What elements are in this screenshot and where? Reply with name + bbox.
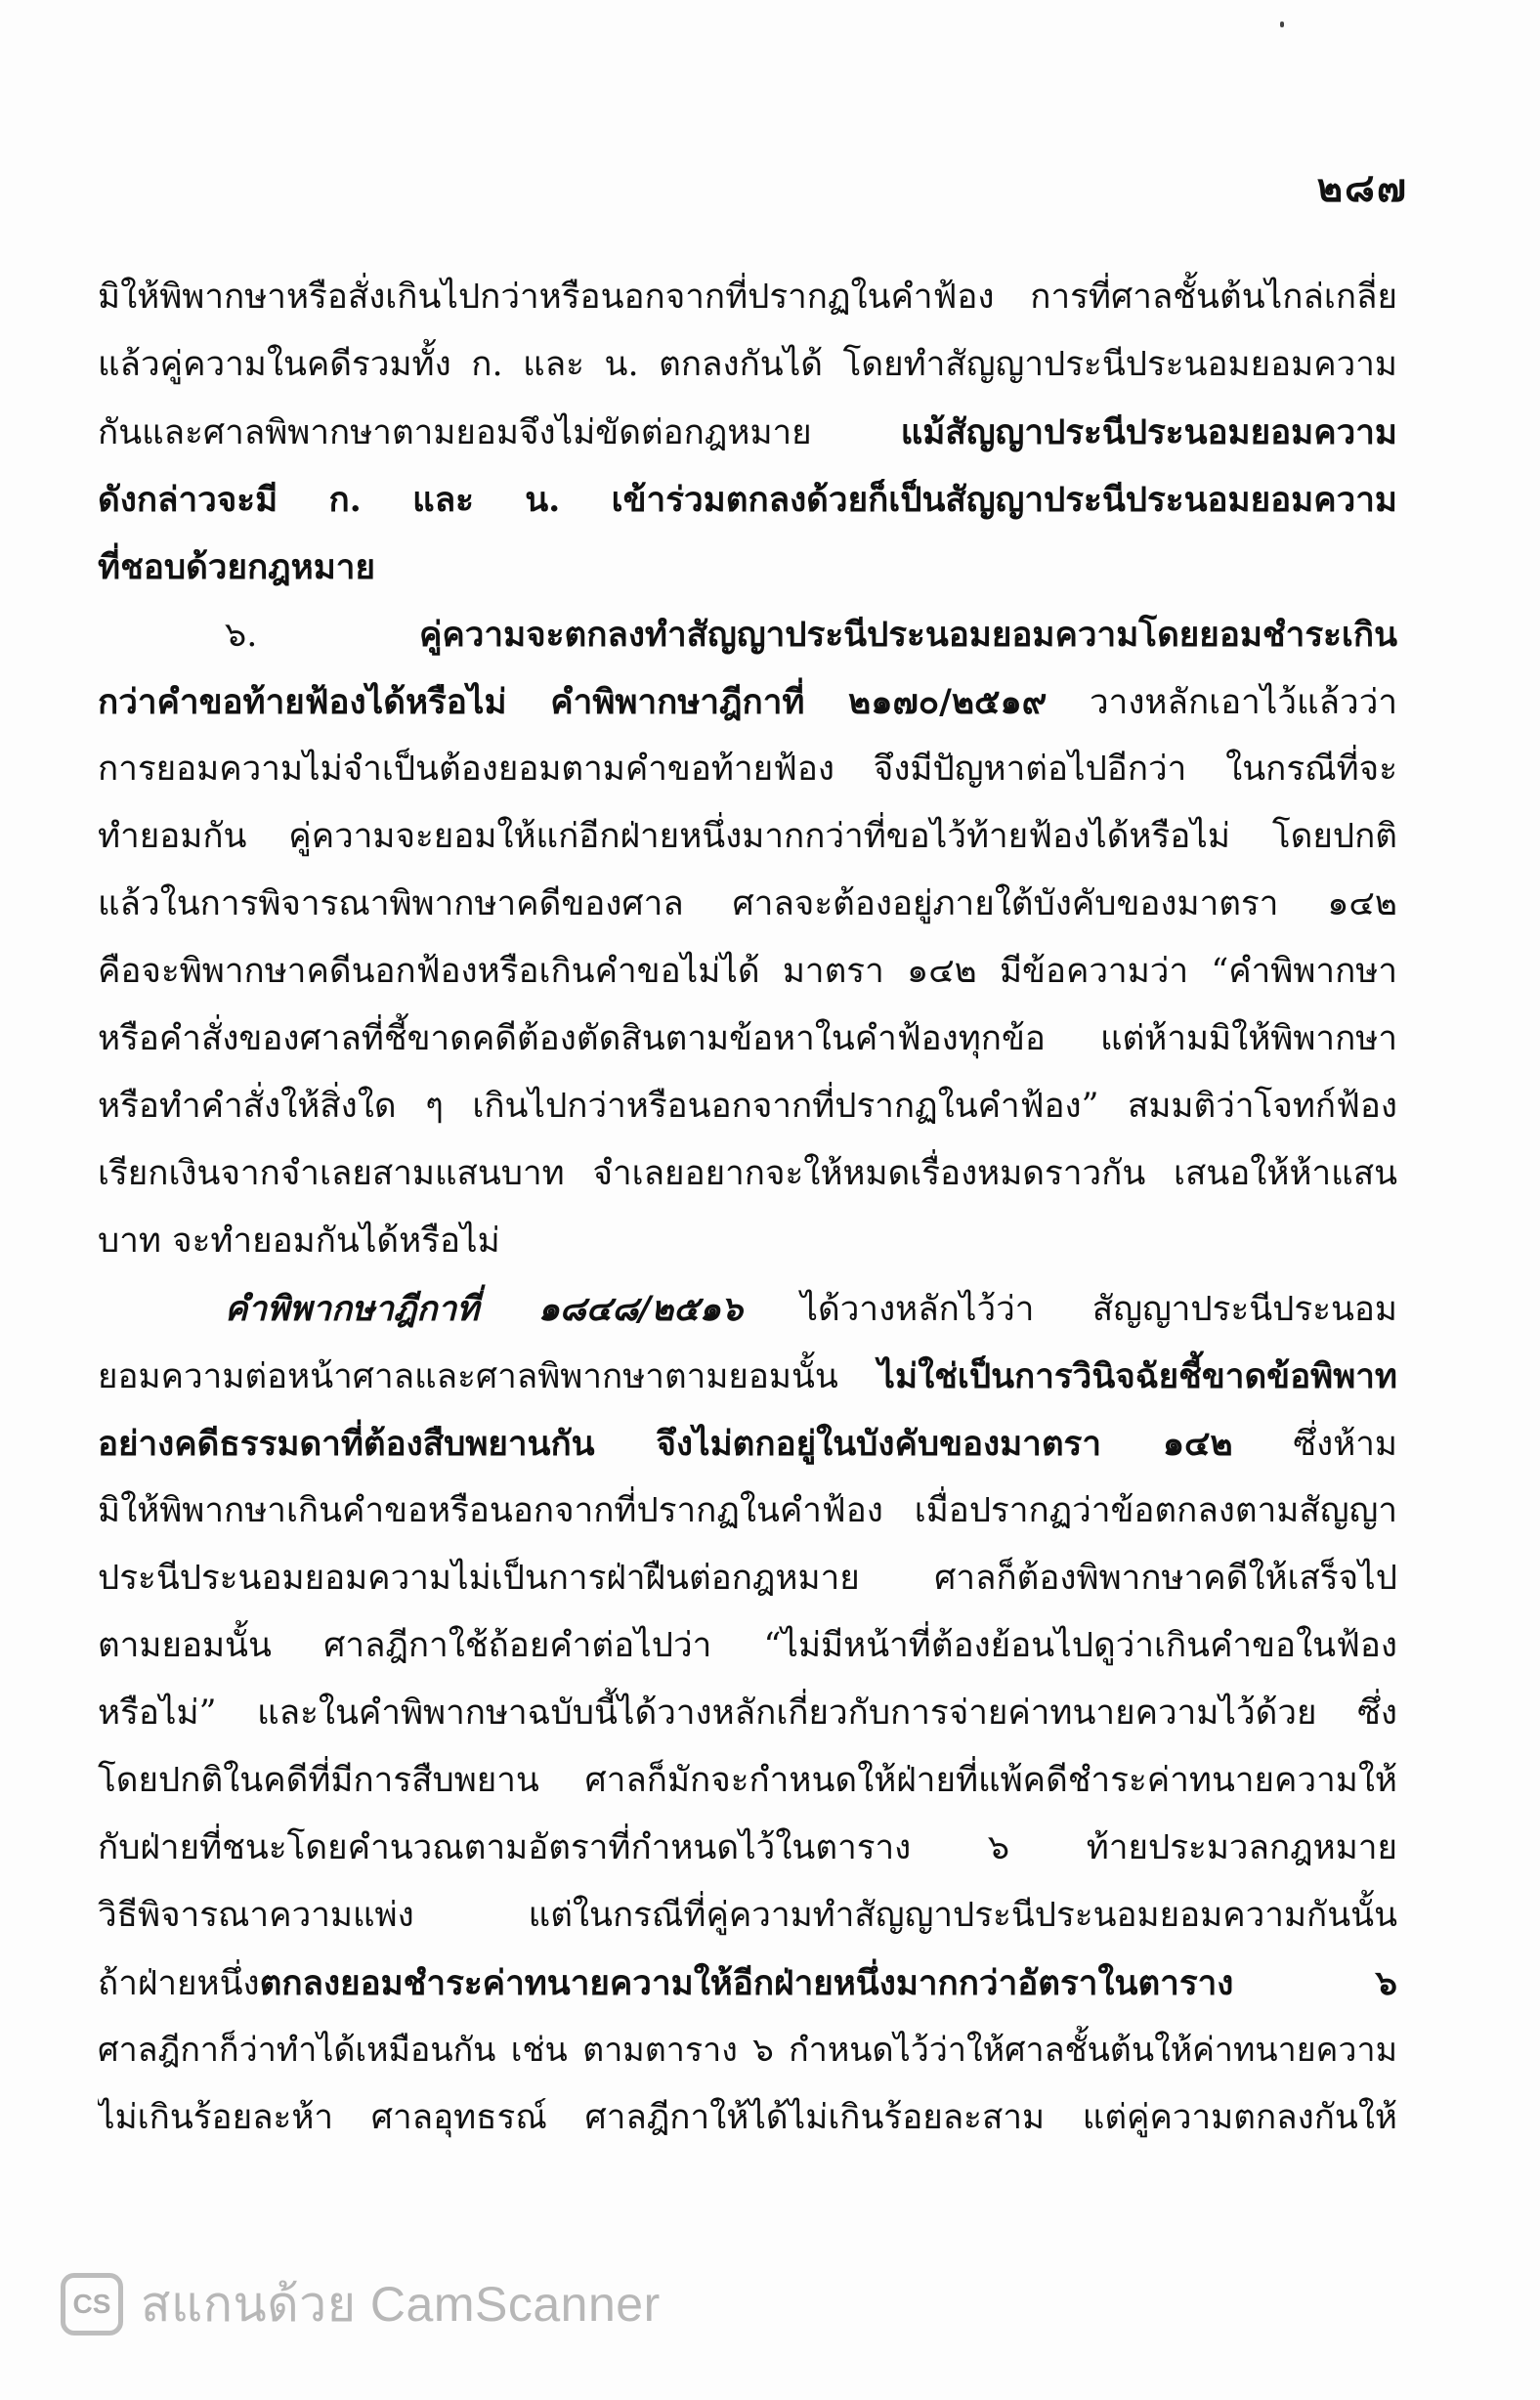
text-segment: มิให้พิพากษาเกินคำขอหรือนอกจากที่ปรากฏในคำฟ้อง เมื่อปรากฏว่าข้อตกลงตามสัญญา	[98, 1491, 1397, 1530]
camscanner-logo-icon: CS	[61, 2273, 123, 2336]
text-segment: แล้วในการพิจารณาพิพากษาคดีของศาล ศาลจะต้องอยู่ภายใต้บังคับของมาตรา ๑๔๒	[98, 884, 1397, 923]
camscanner-watermark	[61, 2270, 661, 2338]
text-line	[98, 1882, 1397, 1950]
text-segment: กันและศาลพิพากษาตามยอมจึงไม่ขัดต่อกฎหมาย	[98, 413, 901, 452]
text-line	[98, 1478, 1397, 1545]
text-line	[98, 1006, 1397, 1073]
text-line	[98, 601, 1397, 668]
text-line	[98, 1208, 1397, 1275]
text-segment: วางหลักเอาไว้แล้วว่า	[1047, 683, 1397, 722]
text-line	[98, 1140, 1397, 1208]
text-line	[98, 1275, 1397, 1343]
emphasized-text: ตกลงยอมชำระค่าทนายความให้อีกฝ่ายหนึ่งมากกว่าอัตราในตาราง ๖	[259, 1963, 1397, 2003]
text-segment: ตามยอมนั้น ศาลฎีกาใช้ถ้อยคำต่อไปว่า “ไม่มีหน้าที่ต้องย้อนไปดูว่าเกินคำขอในฟ้อง	[98, 1626, 1397, 1665]
emphasized-text: ดังกล่าวจะมี ก. และ น. เข้าร่วมตกลงด้วยก็เป็นสัญญาประนีประนอมยอมความ	[98, 480, 1397, 520]
text-line	[98, 1747, 1397, 1815]
scan-speck	[1280, 21, 1284, 27]
text-segment: แล้วคู่ความในคดีรวมทั้ง ก. และ น. ตกลงกันได้ โดยทำสัญญาประนีประนอมยอมความ	[98, 345, 1397, 384]
body-text	[98, 264, 1397, 2152]
text-segment: การยอมความไม่จำเป็นต้องยอมตามคำขอท้ายฟ้อง จึงมีปัญหาต่อไปอีกว่า ในกรณีที่จะ	[98, 750, 1397, 789]
text-segment: วิธีพิจารณาความแพ่ง แต่ในกรณีที่คู่ความทำสัญญาประนีประนอมยอมความกันนั้น	[98, 1896, 1397, 1935]
text-segment: ได้วางหลักไว้ว่า สัญญาประนีประนอม	[743, 1290, 1397, 1329]
text-line	[98, 736, 1397, 803]
text-line	[98, 2084, 1397, 2152]
text-line	[98, 1343, 1397, 1410]
emphasized-text: ที่ชอบด้วยกฎหมาย	[98, 547, 375, 587]
emphasized-text: ไม่ใช่เป็นการวินิจฉัยชี้ขาดข้อพิพาท	[877, 1356, 1397, 1396]
text-line	[98, 871, 1397, 938]
text-line	[98, 1410, 1397, 1478]
text-segment: ไม่เกินร้อยละห้า ศาลอุทธรณ์ ศาลฎีกาให้ได้ไม่เกินร้อยละสาม แต่คู่ความตกลงกันให้	[98, 2098, 1397, 2137]
emphasized-text: กว่าคำขอท้ายฟ้องได้หรือไม่ คำพิพากษาฎีกาที่ ๒๑๗๐/๒๕๑๙	[98, 682, 1048, 722]
text-line	[98, 1680, 1397, 1747]
text-line	[98, 1815, 1397, 1882]
text-line	[98, 1073, 1397, 1140]
text-line	[98, 466, 1397, 534]
text-segment: หรือทำคำสั่งให้สิ่งใด ๆ เกินไปกว่าหรือนอกจากที่ปรากฏในคำฟ้อง” สมมติว่าโจทก์ฟ้อง	[98, 1087, 1397, 1126]
text-line	[98, 938, 1397, 1006]
text-segment: ประนีประนอมยอมความไม่เป็นการฝ่าฝืนต่อกฎหมาย ศาลก็ต้องพิพากษาคดีให้เสร็จไป	[98, 1559, 1397, 1598]
text-segment: โดยปกติในคดีที่มีการสืบพยาน ศาลก็มักจะกำหนดให้ฝ่ายที่แพ้คดีชำระค่าทนายความให้	[98, 1761, 1397, 1800]
watermark-text: สแกนด้วย CamScanner	[141, 2276, 661, 2332]
page-number: ๒๘๗	[1316, 165, 1408, 211]
text-line	[98, 668, 1397, 736]
text-segment: กับฝ่ายที่ชนะโดยคำนวณตามอัตราที่กำหนดไว้ในตาราง ๖ ท้ายประมวลกฎหมาย	[98, 1828, 1397, 1867]
text-line	[98, 264, 1397, 331]
text-segment: มิให้พิพากษาหรือสั่งเกินไปกว่าหรือนอกจากที่ปรากฏในคำฟ้อง การที่ศาลชั้นต้นไกล่เกลี่ย	[98, 278, 1397, 317]
text-line	[98, 534, 1397, 601]
emphasized-text: คู่ความจะตกลงทำสัญญาประนีประนอมยอมความโดยยอมชำระเกิน	[418, 615, 1397, 655]
text-line	[98, 399, 1397, 466]
text-segment: เรียกเงินจากจำเลยสามแสนบาท จำเลยอยากจะให้หมดเรื่องหมดราวกัน เสนอให้ห้าแสน	[98, 1154, 1397, 1193]
emphasized-text: อย่างคดีธรรมดาที่ต้องสืบพยานกัน จึงไม่ตกอยู่ในบังคับของมาตรา ๑๔๒	[98, 1424, 1233, 1464]
text-segment: ทำยอมกัน คู่ความจะยอมให้แก่อีกฝ่ายหนึ่งมากกว่าที่ขอไว้ท้ายฟ้องได้หรือไม่ โดยปกติ	[98, 817, 1397, 856]
text-line	[98, 1545, 1397, 1612]
text-segment: ศาลฎีกาก็ว่าทำได้เหมือนกัน เช่น ตามตาราง ๖ กำหนดไว้ว่าให้ศาลชั้นต้นให้ค่าทนายความ	[98, 2031, 1397, 2070]
text-segment: ถ้าฝ่ายหนึ่ง	[98, 1964, 260, 2003]
text-segment: หรือไม่” และในคำพิพากษาฉบับนี้ได้วางหลักเกี่ยวกับการจ่ายค่าทนายความไว้ด้วย ซึ่ง	[98, 1693, 1397, 1733]
text-line	[98, 1950, 1397, 2017]
text-segment: คือจะพิพากษาคดีนอกฟ้องหรือเกินคำขอไม่ได้ มาตรา ๑๔๒ มีข้อความว่า “คำพิพากษา	[98, 952, 1397, 991]
text-segment: ๖.	[225, 616, 419, 655]
text-line	[98, 2017, 1397, 2084]
text-segment: หรือคำสั่งของศาลที่ชี้ขาดคดีต้องตัดสินตามข้อหาในคำฟ้องทุกข้อ แต่ห้ามมิให้พิพากษา	[98, 1019, 1397, 1058]
text-line	[98, 803, 1397, 871]
emphasized-text: คำพิพากษาฎีกาที่ ๑๘๔๘/๒๕๑๖	[225, 1289, 744, 1329]
text-line	[98, 331, 1397, 399]
text-segment: ซึ่งห้าม	[1232, 1425, 1397, 1464]
text-segment: บาท จะทำยอมกันได้หรือไม่	[98, 1221, 500, 1261]
emphasized-text: แม้สัญญาประนีประนอมยอมความ	[900, 412, 1397, 452]
text-segment: ยอมความต่อหน้าศาลและศาลพิพากษาตามยอมนั้น	[98, 1357, 878, 1396]
text-line	[98, 1612, 1397, 1680]
